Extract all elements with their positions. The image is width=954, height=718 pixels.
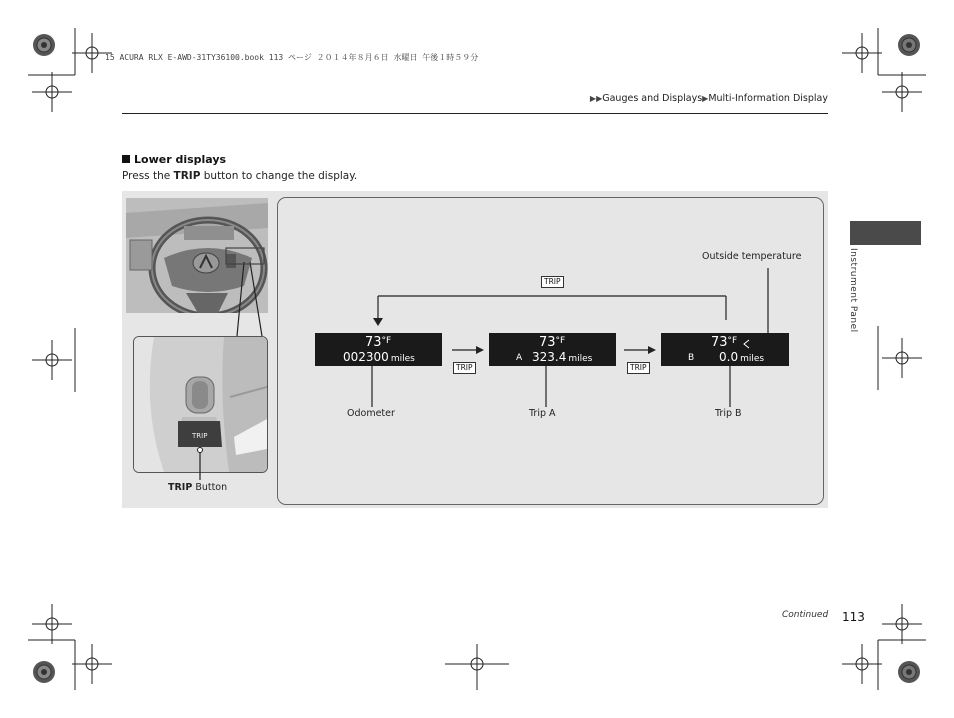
breadcrumb-arrow-icon: ▶▶: [589, 94, 603, 103]
odometer-display: [315, 333, 442, 366]
trip-a-value: 323.4: [532, 350, 567, 364]
section-title-text: Lower displays: [134, 153, 227, 166]
instruction-bold: TRIP: [173, 170, 201, 182]
trip-prefix: B: [688, 353, 695, 363]
temp-value: 73: [539, 335, 556, 350]
breadcrumb-part2[interactable]: Multi-Information Display: [708, 93, 828, 104]
trip-b-display: [661, 333, 789, 366]
button-callout-rest: Button: [192, 482, 228, 493]
continued-label: Continued: [782, 610, 829, 620]
button-callout-bold: TRIP: [168, 482, 193, 493]
temp-unit: °F: [555, 336, 566, 346]
trip-b-value: 0.0: [719, 350, 739, 364]
temp-unit: °F: [381, 336, 392, 346]
odometer-callout: Odometer: [347, 408, 395, 419]
display-reading: [343, 350, 415, 364]
display-reading: [532, 350, 592, 364]
breadcrumb-part1[interactable]: Gauges and Displays: [602, 93, 703, 104]
instruction-pre: Press the: [122, 170, 174, 182]
instruction-post: button to change the display.: [200, 170, 358, 182]
display-temp: [711, 335, 737, 350]
page-number: 113: [842, 610, 865, 624]
value-unit: miles: [390, 354, 415, 364]
trip-a-callout: Trip A: [529, 408, 556, 419]
trip-arrow-label: TRIP: [627, 362, 650, 374]
trip-arrow-label: TRIP: [453, 362, 476, 374]
trip-loop-label: TRIP: [541, 276, 564, 288]
side-tab-label: Instrument Panel: [848, 248, 858, 333]
odometer-value: 002300: [343, 350, 389, 364]
pointer-arrow-icon: [742, 339, 752, 349]
display-temp: [539, 335, 565, 350]
trip-a-display: [489, 333, 616, 366]
trip-b-callout: Trip B: [715, 408, 742, 419]
file-header: 15 ACURA RLX E-AWD-31TY36100.book 113 ページ ２０１４年８月６日 水曜日 午後１時５９分: [105, 53, 479, 62]
breadcrumb-arrow-icon: ▶: [702, 94, 709, 103]
display-temp: [365, 335, 391, 350]
value-unit: miles: [568, 354, 593, 364]
temp-unit: °F: [727, 336, 738, 346]
temp-value: 73: [711, 335, 728, 350]
value-unit: miles: [740, 354, 765, 364]
button-face-text: TRIP: [192, 432, 208, 440]
trip-prefix: A: [516, 353, 523, 363]
outside-temp-callout: Outside temperature: [702, 251, 802, 262]
trip-button-callout: [168, 482, 227, 493]
display-reading: [719, 350, 764, 364]
temp-value: 73: [365, 335, 382, 350]
